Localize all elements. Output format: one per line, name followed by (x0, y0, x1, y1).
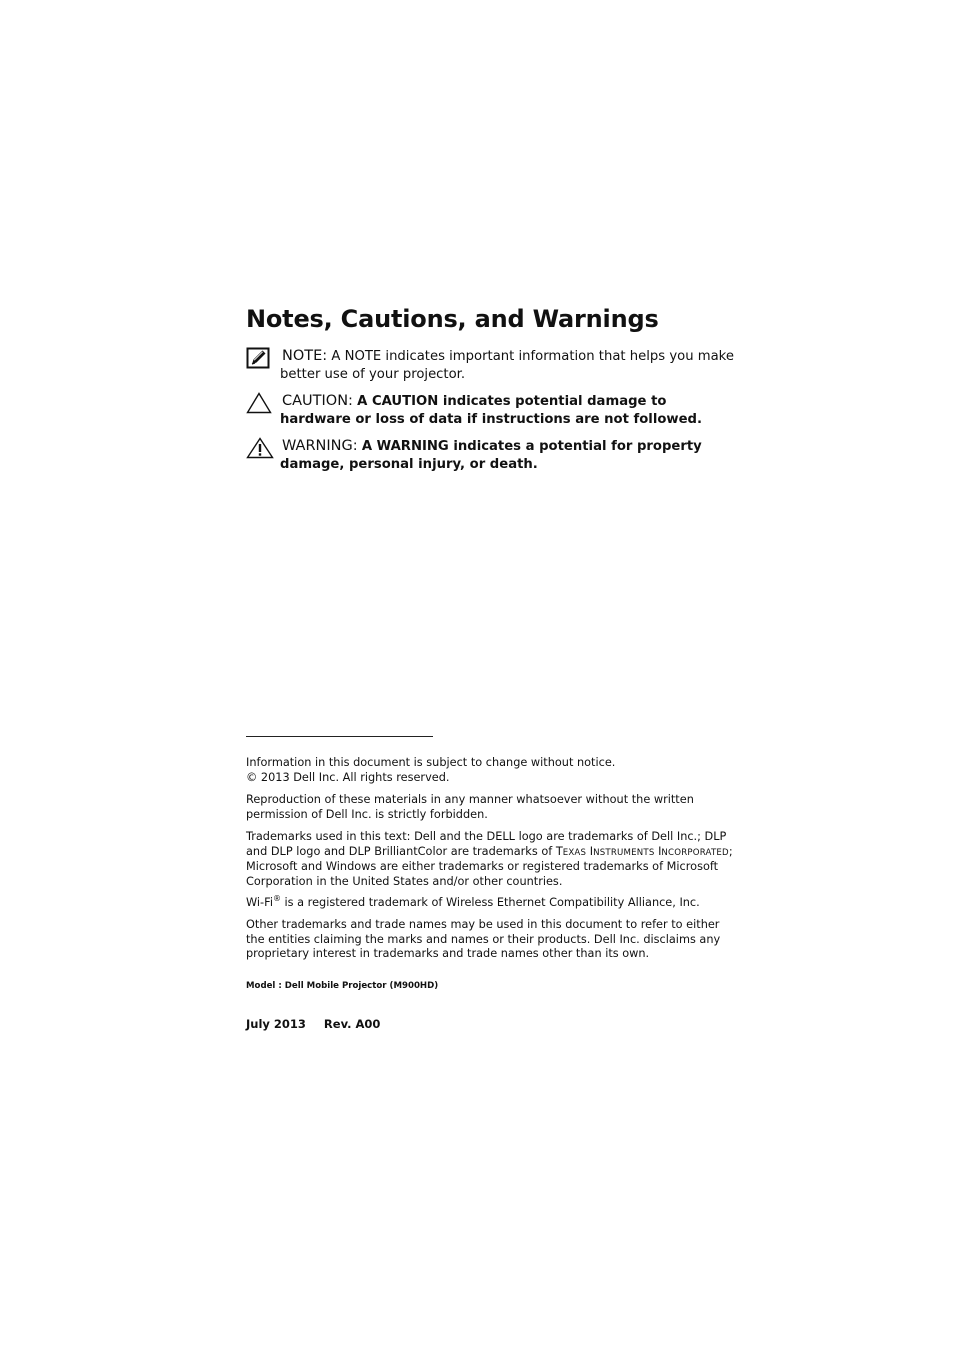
trademarks-text (246, 830, 738, 889)
caution-notice (246, 392, 738, 429)
subject-to-change-text: Information in this document is subject to change without notice. (246, 756, 616, 769)
texas-instruments-name (556, 845, 729, 858)
trademarks-text-part2: ; Microsoft and Windows are either trademarks or registered trademarks of Microsoft Corporation in the United States and/or other countries. (246, 844, 733, 888)
caution-text-block (280, 392, 738, 429)
note-notice (246, 347, 738, 384)
warning-notice (246, 437, 738, 474)
ti-word-1-rest: EXAS (562, 847, 587, 858)
other-trademarks-text: Other trademarks and trade names may be used in this document to refer to either the entities claiming the marks and names or their products. Dell Inc. disclaims any proprietary interest in trademarks and trade names other than its own. (246, 918, 721, 960)
ti-word-2-rest: NSTRUMENTS (593, 847, 655, 858)
revision-number: Rev. A00 (323, 1017, 381, 1031)
warning-text: A WARNING indicates a potential for property damage, personal injury, or death. (280, 439, 702, 472)
note-text: A NOTE indicates important information that helps you make better use of your projector. (280, 349, 734, 382)
note-text-block (280, 347, 738, 384)
warning-text-block (280, 437, 738, 474)
model-text: Model : Dell Mobile Projector (M900HD) (246, 981, 439, 991)
copyright-text: © 2013 Dell Inc. All rights reserved. (246, 770, 450, 784)
registered-mark: ® (272, 894, 281, 903)
trademarks-text-part1: Trademarks used in this text: Dell and the DELL logo are trademarks of Dell Inc.; DLP and DLP logo and DLP BrilliantColor are trademarks of (246, 830, 727, 858)
wifi-trademark-text (246, 896, 738, 911)
warning-triangle-icon (246, 437, 272, 461)
publication-date: July 2013 (246, 1017, 306, 1031)
caution-triangle-icon (246, 392, 272, 416)
revision-line (246, 1017, 380, 1031)
ti-word-3-cap: I (658, 844, 662, 858)
wifi-trademark-body: is a registered trademark of Wireless Ethernet Compatibility Alliance, Inc. (280, 896, 700, 909)
page-title: Notes, Cautions, and Warnings (246, 305, 659, 333)
note-label: NOTE: (282, 348, 328, 364)
pencil-note-icon (246, 347, 272, 371)
wifi-name: Wi-Fi (246, 896, 273, 909)
ti-word-2-cap: I (589, 844, 594, 858)
reproduction-text: Reproduction of these materials in any manner whatsoever without the written permission of Dell Inc. is strictly forbidden. (246, 793, 694, 821)
ti-word-3-rest: NCORPORATED (661, 847, 729, 858)
caution-text: A CAUTION indicates potential damage to hardware or loss of data if instructions are not followed. (280, 394, 702, 427)
ti-word-1-cap: T (555, 844, 563, 858)
caution-label: CAUTION: (282, 393, 353, 409)
warning-label: WARNING: (282, 438, 358, 454)
legal-notice-block (246, 756, 738, 785)
footer-divider (246, 736, 433, 737)
